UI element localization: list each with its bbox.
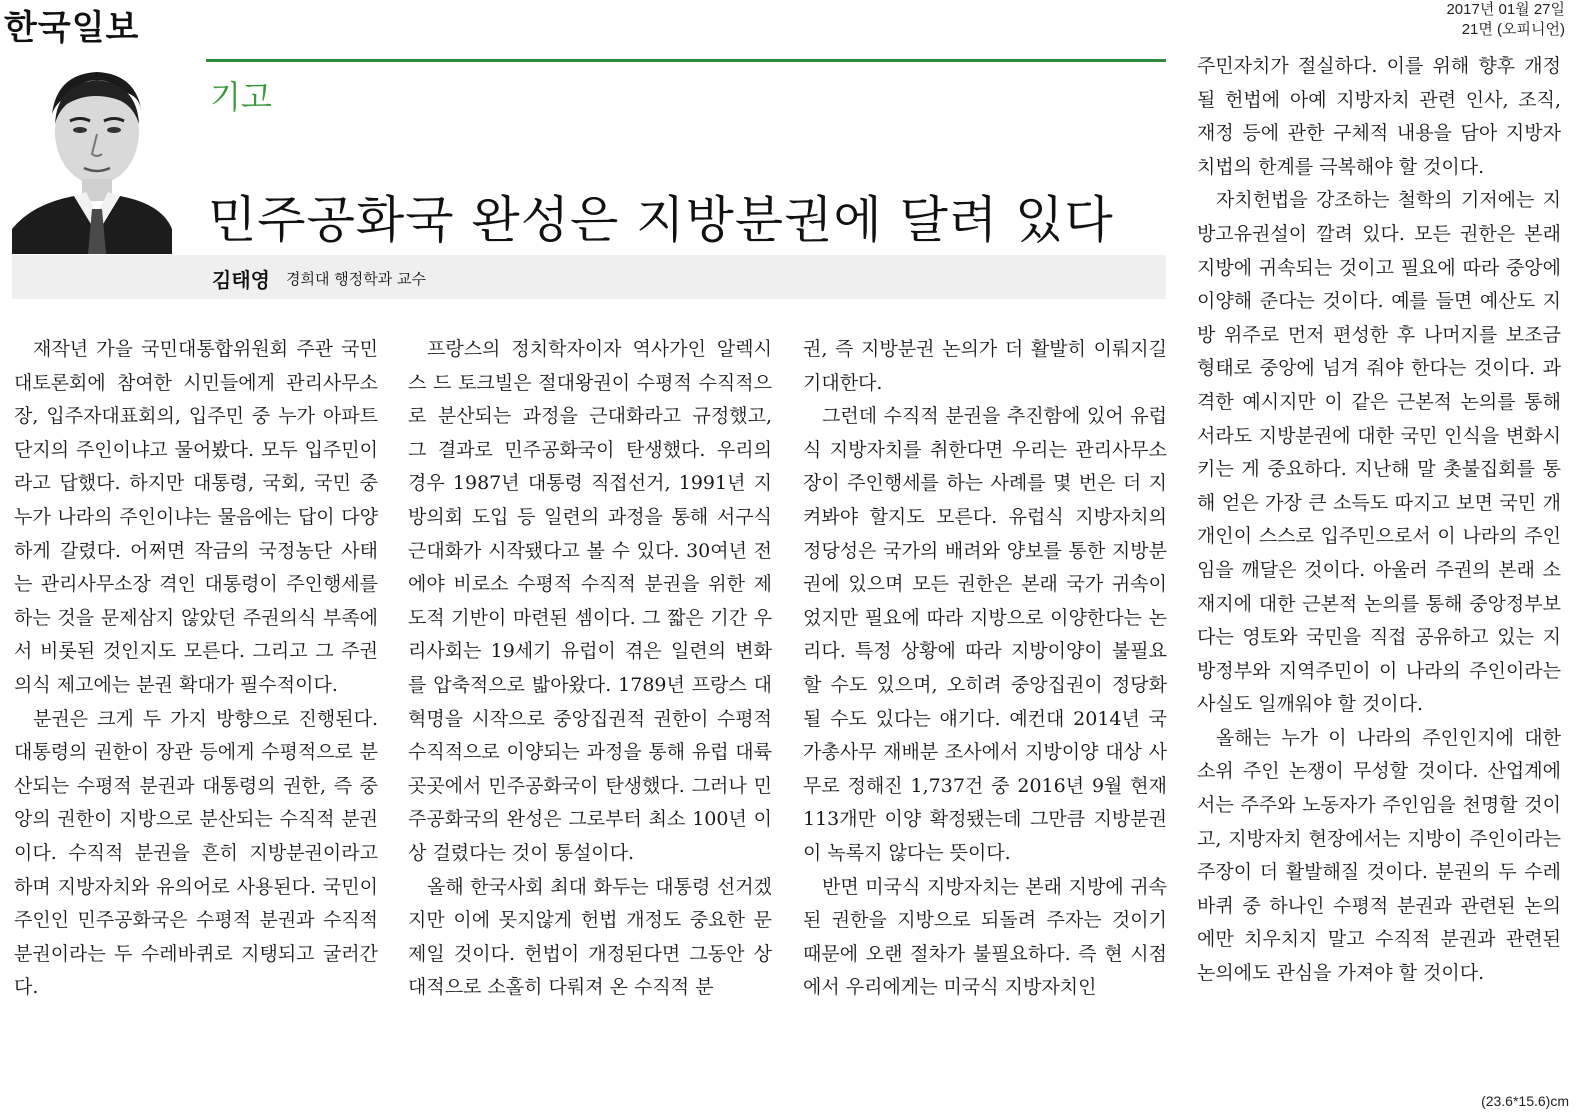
byline-bar bbox=[12, 255, 1166, 299]
article-paragraph: 프랑스의 정치학자이자 역사가인 알렉시스 드 토크빌은 절대왕권이 수평적 수직적으로 분산되는 과정을 근대화라고 규정했고, 그 결과로 민주공화국이 탄생했다. 우리의 경우 1987년 대통령 직접선거, 1991년 지방의회 도입 등 일련의 과정을 통해 서구식 근대화가 시작됐다고 볼 수 있다. 30여년 전에야 비로소 수평적 수직적 분권을 위한 제도적 기반이 마련된 셈이다. 그 짧은 기간 우리사회는 19세기 유럽이 겪은 일련의 변화를 압축적으로 밟아왔다. 1789년 프랑스 대혁명을 시작으로 중앙집권적 권한이 수평적 수직적으로 이양되는 과정을 통해 유럽 대륙 곳곳에서 민주공화국이 탄생했다. 그러나 민주공화국의 완성은 그로부터 최소 100년 이상 걸렸다는 것이 통설이다. bbox=[408, 338, 772, 864]
publication-meta bbox=[1446, 0, 1565, 40]
section-rule bbox=[206, 59, 1166, 62]
article-paragraph: 재작년 가을 국민대통합위원회 주관 국민대토론회에 참여한 시민들에게 관리사무소장, 입주자대표회의, 입주민 중 누가 아파트 단지의 주인이냐고 물어봤다. 모두 입주민이라고 답했다. 하지만 대통령, 국회, 국민 중 누가 나라의 주인이냐는 물음에는 답이 다양하게 갈렸다. 어쩌면 작금의 국정농단 사태는 관리사무소장 격인 대통령이 주인행세를 하는 것을 문제삼지 않았던 주권의식 부족에서 비롯된 것인지도 모른다. 그리고 그 주권의식 제고에는 분권 확대가 필수적이다. bbox=[14, 338, 378, 696]
page-number: 21면 (오피니언) bbox=[1461, 21, 1565, 38]
article-column-3 bbox=[803, 333, 1167, 1083]
article-column-1 bbox=[14, 333, 378, 1083]
article-paragraph: 올해는 누가 이 나라의 주인인지에 대한 소위 주인 논쟁이 무성할 것이다. 산업계에서는 주주와 노동자가 주인임을 천명할 것이고, 지방자치 현장에서는 지방이 주인이라는 주장이 더 활발해질 것이다. 분권의 두 수레바퀴 중 하나인 수평적 분권과 관련된 논의에만 치우치지 말고 수직적 분권과 관련된 논의에도 관심을 가져야 할 것이다. bbox=[1197, 726, 1561, 985]
article-paragraph: 분권은 크게 두 가지 방향으로 진행된다. 대통령의 권한이 장관 등에게 수평적으로 분산되는 수평적 분권과 대통령의 권한, 즉 중앙의 권한이 지방으로 분산되는 수직적 분권이다. 수직적 분권을 흔히 지방분권이라고 하며 지방자치와 유의어로 사용된다. 국민이 주인인 민주공화국은 수평적 분권과 수직적 분권이라는 두 수레바퀴로 지탱되고 굴러간다. bbox=[14, 707, 378, 999]
article-paragraph: 반면 미국식 지방자치는 본래 지방에 귀속된 권한을 지방으로 되돌려 주자는 것이기 때문에 오랜 절차가 불필요하다. 즉 현 시점에서 우리에게는 미국식 지방자치인 bbox=[803, 875, 1167, 999]
author-name: 김태영 bbox=[212, 268, 270, 292]
author-photo-icon bbox=[12, 64, 172, 254]
article-column-2 bbox=[408, 333, 772, 1083]
article-headline: 민주공화국 완성은 지방분권에 달려 있다 bbox=[208, 191, 1114, 249]
article-paragraph: 주민자치가 절실하다. 이를 위해 향후 개정될 헌법에 아예 지방자치 관련 인사, 조직, 재정 등에 관한 구체적 내용을 담아 지방자치법의 한계를 극복해야 할 것이다. bbox=[1197, 55, 1561, 178]
article-size-note: (23.6*15.6)cm bbox=[1481, 1093, 1569, 1109]
publication-date: 2017년 01월 27일 bbox=[1446, 1, 1565, 18]
article-paragraph: 자치헌법을 강조하는 철학의 기저에는 지방고유권설이 깔려 있다. 모든 권한은 본래 지방에 귀속되는 것이고 필요에 따라 중앙에 이양해 준다는 것이다. 예를 들면 예산도 지방 위주로 먼저 편성한 후 나머지를 보조금 형태로 중앙에 넘겨 줘야 한다는 것이다. 과격한 예시지만 이 같은 근본적 논의를 통해서라도 지방분권에 대한 국민 인식을 변화시키는 게 중요하다. 지난해 말 촛불집회를 통해 얻은 가장 큰 소득도 따지고 보면 국민 개개인이 스스로 입주민으로서 이 나라의 주인임을 깨달은 것이다. 아울러 주권의 본래 소재지에 대한 근본적 논의를 통해 중앙정부보다는 영토와 국민을 직접 공유하고 있는 지방정부와 지역주민이 이 나라의 주인이라는 사실도 일깨워야 할 것이다. bbox=[1197, 189, 1561, 716]
author-portrait bbox=[12, 64, 172, 254]
article-paragraph: 올해 한국사회 최대 화두는 대통령 선거겠지만 이에 못지않게 헌법 개정도 중요한 문제일 것이다. 헌법이 개정된다면 그동안 상대적으로 소홀히 다뤄져 온 수직적 분 bbox=[408, 875, 772, 999]
article-paragraph: 그런데 수직적 분권을 추진함에 있어 유럽식 지방자치를 취한다면 우리는 관리사무소장이 주인행세를 하는 사례를 몇 번은 더 지켜봐야 할지도 모른다. 유럽식 지방자치의 정당성은 국가의 배려와 양보를 통한 지방분권에 있으며 모든 권한은 본래 국가 귀속이었지만 필요에 따라 지방으로 이양한다는 논리다. 특정 상황에 따라 지방이양이 불필요할 수도 있으며, 오히려 중앙집권이 정당화될 수도 있다는 얘기다. 예컨대 2014년 국가총사무 재배분 조사에서 지방이양 대상 사무로 정해진 1,737건 중 2016년 9월 현재 113개만 이양 확정됐는데 그만큼 지방분권이 녹록지 않다는 뜻이다. bbox=[803, 405, 1167, 864]
author-affiliation: 경희대 행정학과 교수 bbox=[286, 270, 426, 288]
article-paragraph: 권, 즉 지방분권 논의가 더 활발히 이뤄지길 기대한다. bbox=[803, 338, 1167, 394]
newspaper-masthead: 한국일보 bbox=[4, 8, 140, 48]
section-label: 기고 bbox=[210, 78, 272, 116]
article-column-4 bbox=[1197, 50, 1561, 1082]
